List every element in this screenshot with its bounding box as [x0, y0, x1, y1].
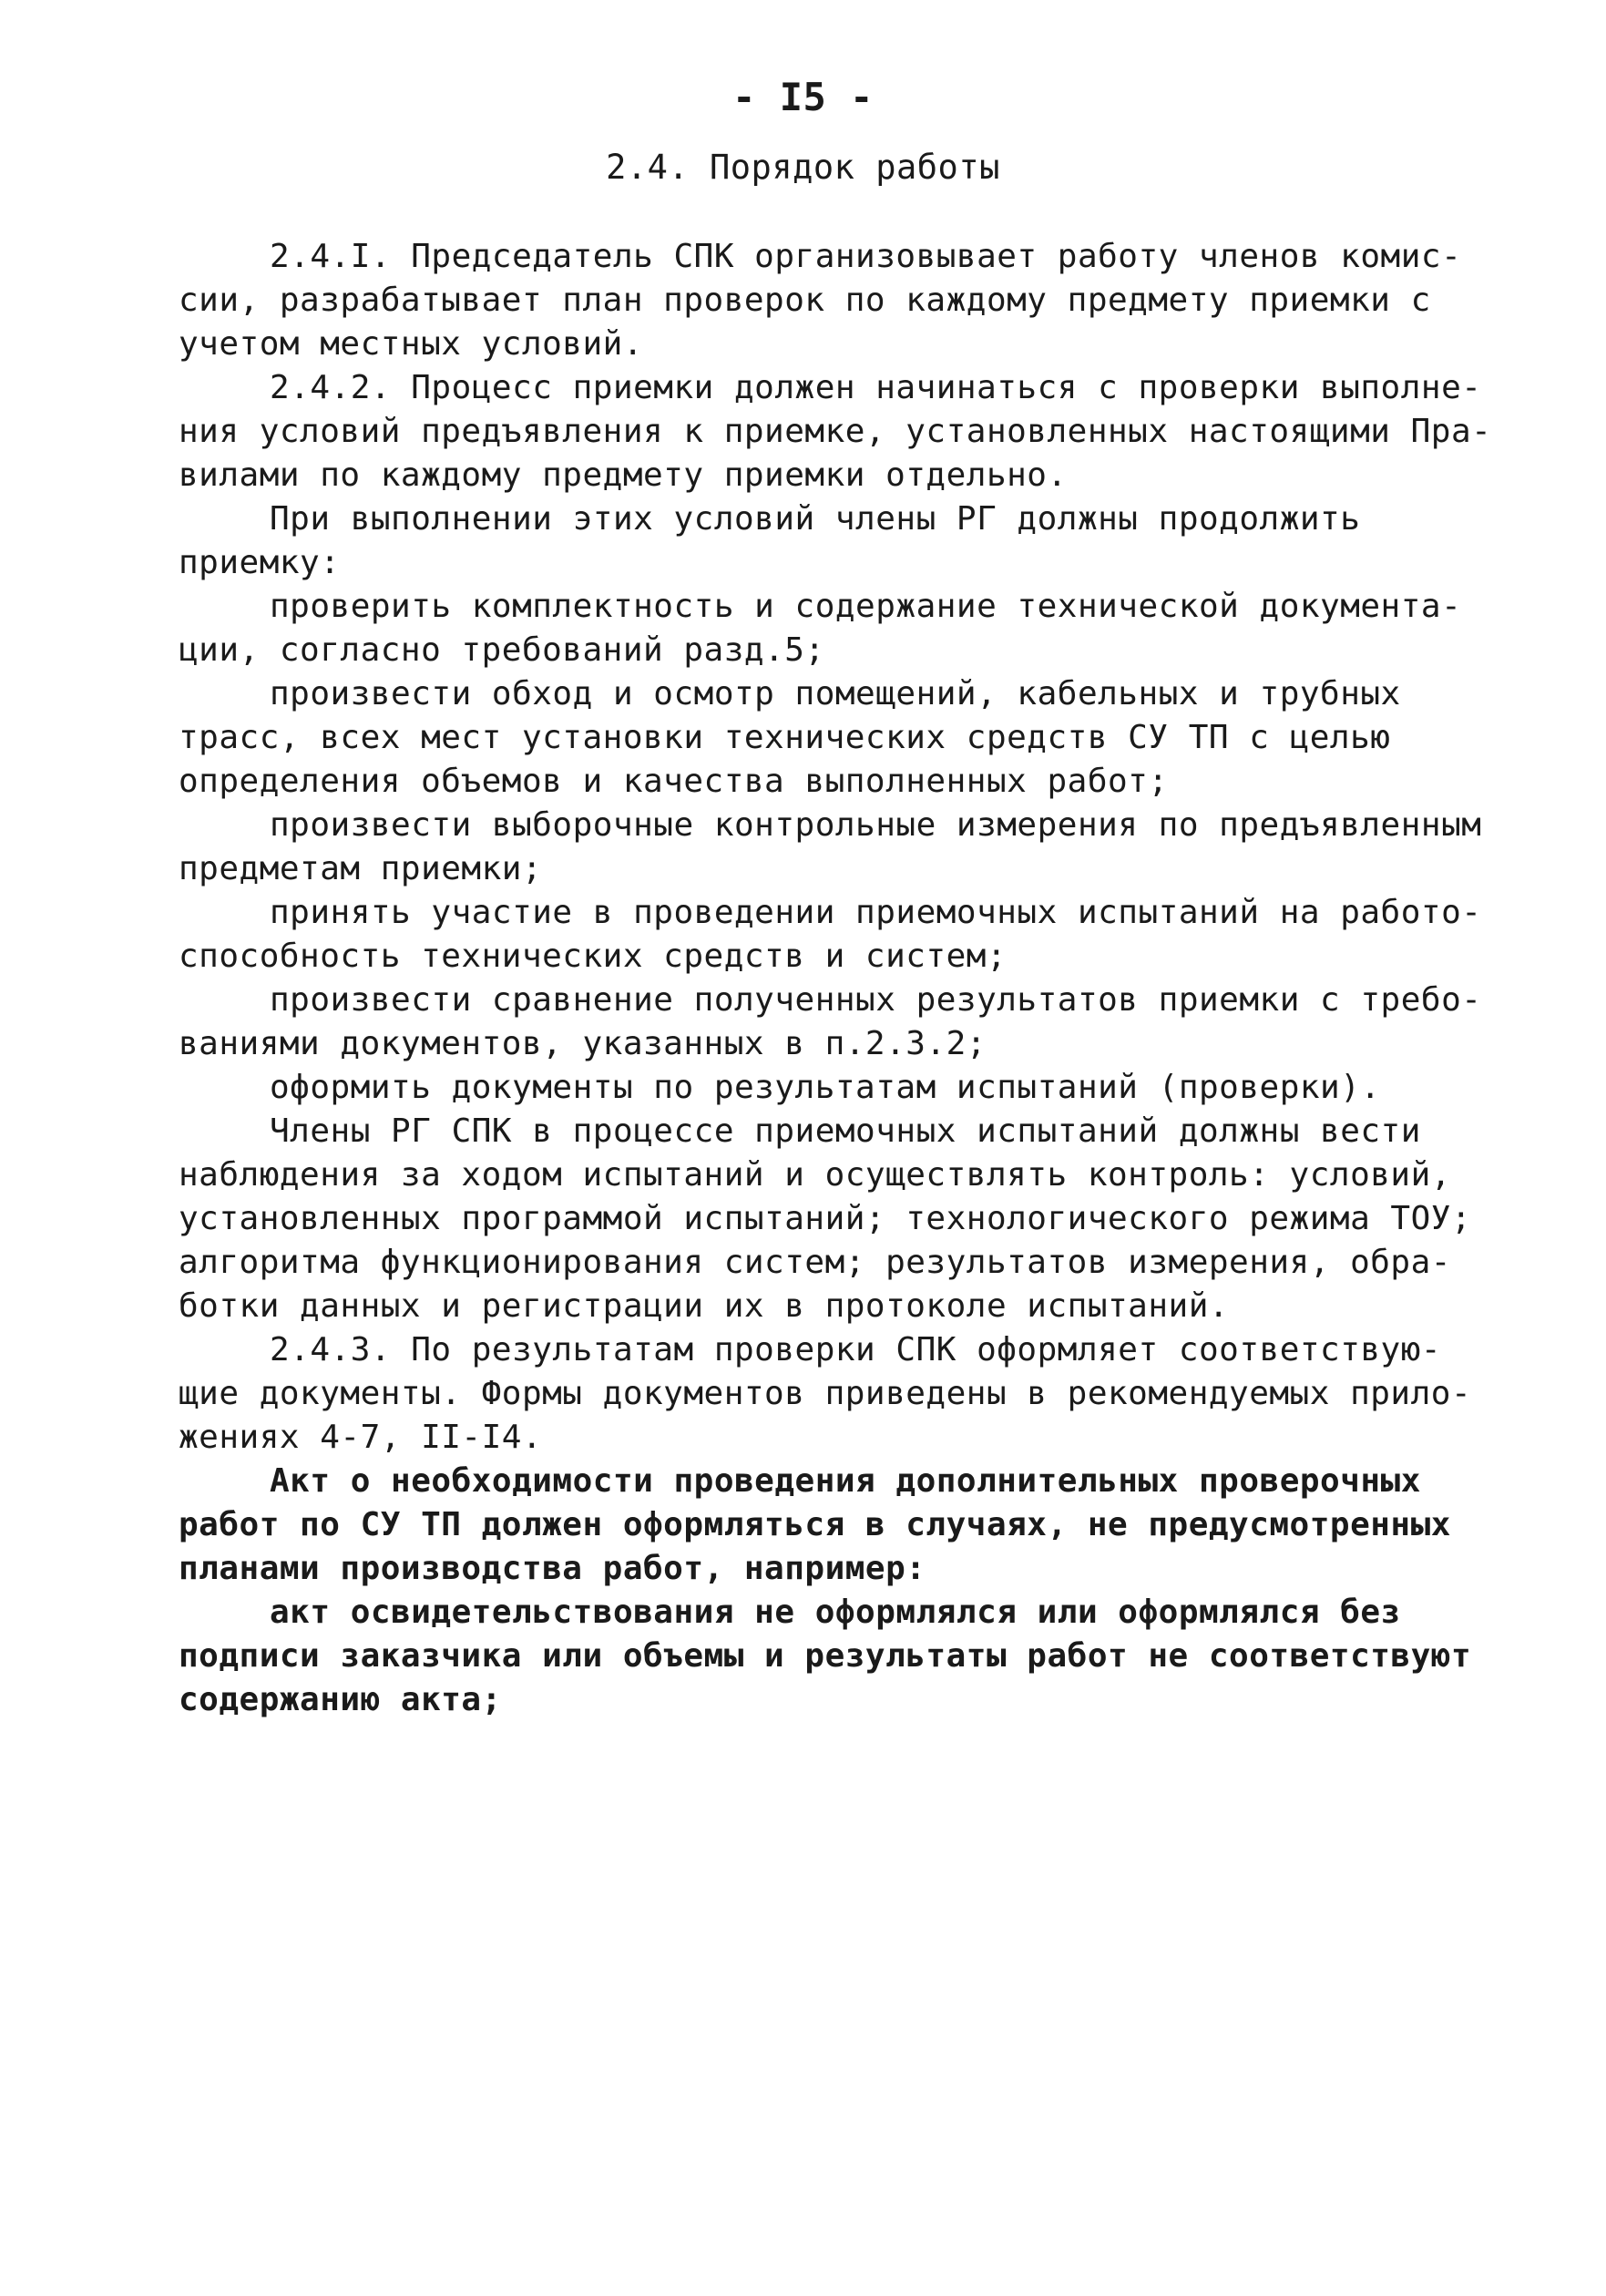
- text-line: При выполнении этих условий члены РГ должны продолжить: [270, 500, 1361, 538]
- text-line: трасс, всех мест установки технических средств СУ ТП с целью: [179, 719, 1391, 756]
- text-line: вилами по каждому предмету приемки отдельно.: [179, 456, 1068, 494]
- text-line: оформить документы по результатам испытаний (проверки).: [270, 1069, 1381, 1106]
- text-line: алгоритма функционирования систем; результатов измерения, обра-: [179, 1244, 1451, 1281]
- text-line: сии, разрабатывает план проверок по каждому предмету приемки с: [179, 282, 1431, 319]
- text-line: работ по СУ ТП должен оформляться в случаях, не предусмотренных: [179, 1506, 1451, 1543]
- text-line: произвести выборочные контрольные измерения по предъявленным: [270, 806, 1482, 844]
- section-title: 2.4. Порядок работы: [606, 148, 1000, 187]
- text-line: ции, согласно требований разд.5;: [179, 631, 825, 669]
- text-line: жениях 4-7, II-I4.: [179, 1419, 543, 1456]
- text-line: способность технических средств и систем;: [179, 938, 1008, 975]
- text-line: учетом местных условий.: [179, 325, 643, 363]
- text-line: произвести обход и осмотр помещений, кабельных и трубных: [270, 675, 1401, 712]
- text-line: принять участие в проведении приемочных испытаний на работо-: [270, 894, 1482, 931]
- text-line: предметам приемки;: [179, 850, 543, 887]
- page-number: - I5 -: [732, 75, 874, 119]
- text-line: произвести сравнение полученных результатов приемки с требо-: [270, 981, 1482, 1019]
- text-line: наблюдения за ходом испытаний и осуществлять контроль: условий,: [179, 1156, 1451, 1194]
- text-line: 2.4.3. По результатам проверки СПК оформляет соответствую-: [270, 1331, 1442, 1368]
- text-line: ваниями документов, указанных в п.2.3.2;: [179, 1025, 987, 1062]
- text-line: определения объемов и качества выполненных работ;: [179, 763, 1169, 800]
- text-line: 2.4.2. Процесс приемки должен начинаться с проверки выполне-: [270, 369, 1482, 406]
- text-line: 2.4.I. Председатель СПК организовывает работу членов комис-: [270, 238, 1462, 275]
- text-line: ботки данных и регистрации их в протоколе испытаний.: [179, 1287, 1230, 1325]
- text-line: установленных программой испытаний; технологического режима ТОУ;: [179, 1200, 1472, 1237]
- text-line: щие документы. Формы документов приведены в рекомендуемых прило-: [179, 1375, 1472, 1412]
- text-line: Члены РГ СПК в процессе приемочных испытаний должны вести: [270, 1112, 1421, 1150]
- text-line: акт освидетельствования не оформлялся или оформлялся без: [270, 1594, 1401, 1631]
- body-text: [179, 235, 1492, 1722]
- text-line: проверить комплектность и содержание технической документа-: [270, 588, 1462, 625]
- text-line: ния условий предъявления к приемке, установленных настоящими Пра-: [179, 413, 1492, 450]
- text-line: приемку:: [179, 544, 341, 581]
- text-line: содержанию акта;: [179, 1681, 502, 1718]
- text-line: подписи заказчика или объемы и результаты работ не соответствуют: [179, 1637, 1472, 1675]
- text-line: планами производства работ, например:: [179, 1550, 926, 1587]
- text-line: Акт о необходимости проведения дополнительных проверочных: [270, 1462, 1421, 1500]
